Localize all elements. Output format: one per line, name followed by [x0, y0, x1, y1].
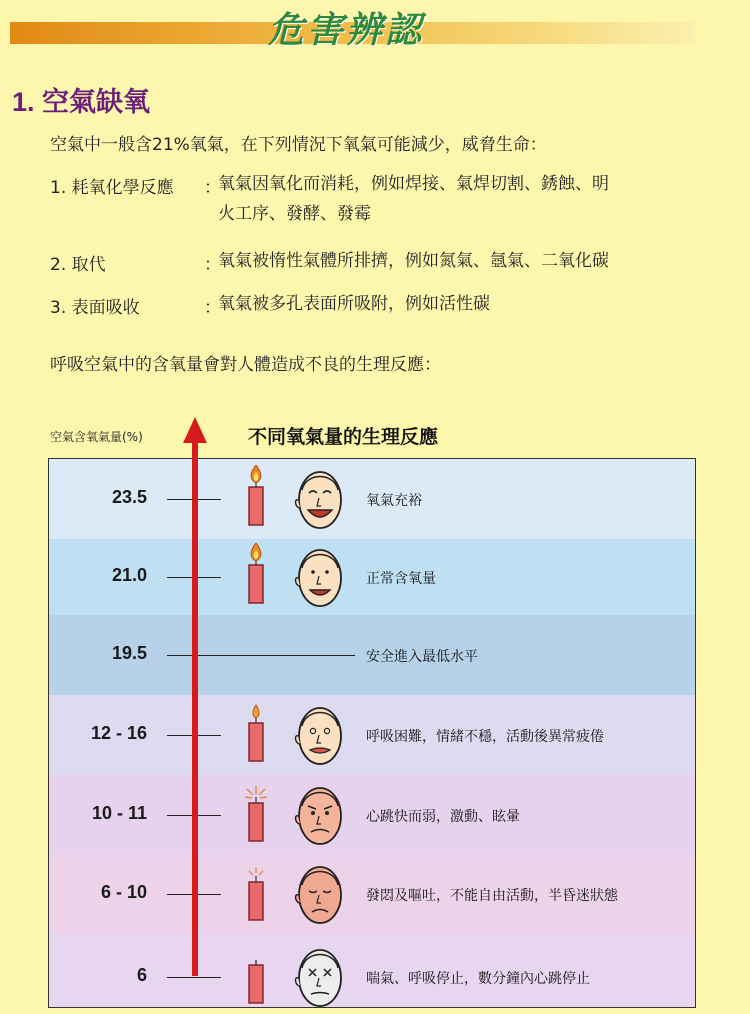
- reaction-text: 心跳快而弱，激動、眩暈: [366, 809, 520, 825]
- oxygen-level-value: 21.0: [111, 565, 147, 585]
- reaction-text: 正常含氧量: [366, 571, 436, 587]
- list-item-label: 2. 取代: [50, 255, 106, 275]
- candle-icon: [241, 543, 255, 609]
- list-item-desc-line: 氧氣因氧化而消耗，例如焊接、氣焊切割、銹蝕、明: [218, 174, 609, 194]
- effect-intro-text: 呼吸空氣中的含氧量會對人體造成不良的生理反應：: [50, 355, 441, 375]
- oxygen-band: [49, 933, 695, 1008]
- oxygen-band: [49, 775, 695, 855]
- chart-title: 不同氧氣量的生理反應: [248, 426, 439, 448]
- face-icon: [294, 466, 346, 536]
- page-title: 危害辨認: [268, 9, 425, 51]
- section-title: 1. 空氣缺氧: [12, 87, 151, 117]
- reaction-text: 氧氣充裕: [366, 493, 422, 509]
- reaction-text: 喘氣、呼吸停止，數分鐘內心跳停止: [366, 971, 590, 987]
- list-item-colon: ：: [204, 298, 221, 318]
- intro-text: 空氣中一般含21%氧氣，在下列情況下氧氣可能減少，威脅生命：: [50, 135, 547, 155]
- list-item-label: 1. 耗氧化學反應: [50, 178, 174, 198]
- oxygen-level-value: 6 - 10: [100, 882, 147, 902]
- oxygen-band: [49, 615, 695, 695]
- candle-icon: [241, 465, 255, 531]
- face-icon: [294, 544, 346, 614]
- oxygen-band: [49, 855, 695, 933]
- face-icon: [294, 702, 346, 772]
- list-item-label: 3. 表面吸收: [50, 298, 140, 318]
- oxygen-level-panel: [48, 458, 696, 1008]
- oxygen-band: [49, 459, 695, 539]
- oxygen-level-value: 12 - 16: [90, 723, 147, 743]
- oxygen-level-value: 10 - 11: [91, 803, 147, 823]
- face-icon: [294, 944, 346, 1008]
- face-icon: [294, 782, 346, 852]
- oxygen-level-value: 6: [136, 965, 147, 985]
- candle-icon: [241, 701, 255, 767]
- oxygen-level-value: 19.5: [111, 643, 147, 663]
- list-item-colon: ：: [204, 178, 221, 198]
- list-item-desc-line: 火工序、發酵、發霉: [218, 204, 371, 224]
- face-icon: [294, 861, 346, 931]
- candle-icon: [241, 781, 255, 847]
- candle-icon: [241, 860, 255, 926]
- reaction-text: 發悶及嘔吐，不能自由活動，半昏迷狀態: [366, 888, 618, 904]
- oxygen-arrow-icon: [180, 415, 210, 980]
- oxygen-band: [49, 695, 695, 775]
- list-item-desc: 氧氣被惰性氣體所排擠，例如氮氣、氬氣、二氧化碳: [218, 251, 609, 271]
- oxygen-level-value: 23.5: [111, 487, 147, 507]
- y-axis-label: 空氣含氧氣量(%): [50, 430, 143, 444]
- list-item-colon: ：: [204, 255, 221, 275]
- list-item-desc: [218, 169, 703, 229]
- candle-icon: [241, 943, 255, 1008]
- reaction-text: 呼吸困難，情緒不穩，活動後異常疲倦: [366, 729, 604, 745]
- list-item-desc: 氧氣被多孔表面所吸附，例如活性碳: [218, 294, 490, 314]
- oxygen-band: [49, 539, 695, 615]
- reaction-text: 安全進入最低水平: [366, 649, 478, 665]
